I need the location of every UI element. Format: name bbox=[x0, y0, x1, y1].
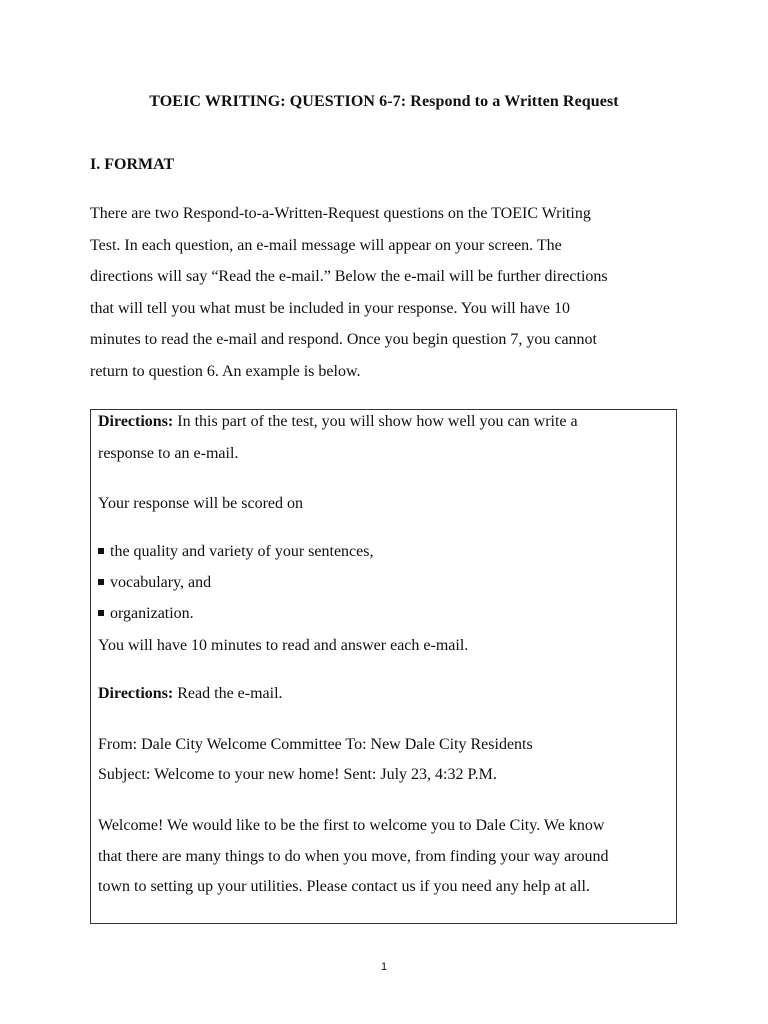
email-body-line: that there are many things to do when you move, from finding your way around bbox=[98, 848, 609, 865]
intro-line: There are two Respond-to-a-Written-Request questions on the TOEIC Writing bbox=[90, 205, 591, 222]
criteria-text: vocabulary, and bbox=[110, 574, 212, 591]
section-heading: I. FORMAT bbox=[90, 156, 175, 173]
document-title: TOEIC WRITING: QUESTION 6-7: Respond to a Written Request bbox=[149, 93, 619, 110]
bullet-icon bbox=[98, 610, 104, 616]
criteria-item bbox=[98, 604, 194, 624]
intro-line: directions will say “Read the e-mail.” Below the e-mail will be further directions bbox=[90, 268, 608, 285]
email-body-line: town to setting up your utilities. Please contact us if you need any help at all. bbox=[98, 878, 590, 895]
time-note: You will have 10 minutes to read and answer each e-mail. bbox=[98, 637, 469, 654]
criteria-text: organization. bbox=[110, 605, 194, 622]
bullet-icon bbox=[98, 579, 104, 585]
directions-line bbox=[98, 684, 283, 704]
email-body-line: Welcome! We would like to be the first to welcome you to Dale City. We know bbox=[98, 817, 605, 834]
intro-line: return to question 6. An example is below. bbox=[90, 362, 361, 380]
intro-line: that will tell you what must be included in your response. You will have 10 bbox=[90, 299, 570, 317]
directions-line bbox=[98, 412, 578, 432]
intro-line: Test. In each question, an e-mail message will appear on your screen. The bbox=[90, 236, 562, 254]
scoring-intro: Your response will be scored on bbox=[98, 495, 304, 512]
email-header-line: From: Dale City Welcome Committee To: New Dale City Residents bbox=[98, 736, 533, 753]
directions-text: In this part of the test, you will show how well you can write a bbox=[173, 413, 578, 430]
intro-paragraph bbox=[90, 204, 680, 393]
bullet-icon bbox=[98, 548, 104, 554]
directions-label: Directions: bbox=[98, 685, 174, 702]
directions-line-continued: response to an e-mail. bbox=[98, 445, 239, 462]
directions-label: Directions: bbox=[98, 413, 174, 430]
intro-line: minutes to read the e-mail and respond. Once you begin question 7, you cannot bbox=[90, 331, 597, 348]
directions-text: Read the e-mail. bbox=[173, 685, 283, 702]
email-header-line: Subject: Welcome to your new home! Sent: July 23, 4:32 P.M. bbox=[98, 766, 497, 783]
criteria-item bbox=[98, 542, 373, 562]
example-question-box bbox=[90, 409, 677, 924]
page-number: 1 bbox=[380, 961, 388, 973]
criteria-text: the quality and variety of your sentences, bbox=[110, 543, 374, 560]
criteria-item bbox=[98, 573, 211, 593]
